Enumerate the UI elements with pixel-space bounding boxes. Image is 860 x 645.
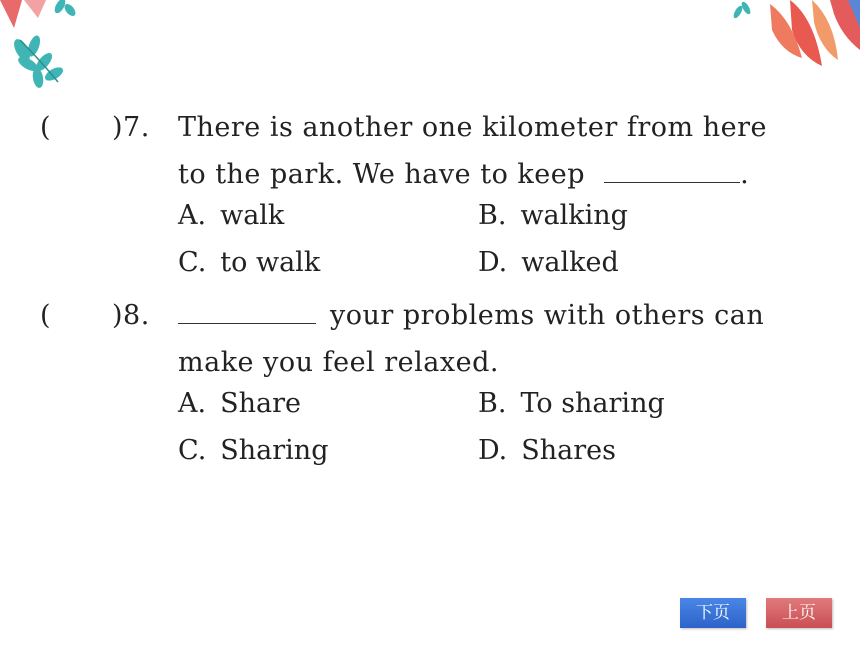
stem-text: to the park. We have to keep: [178, 159, 586, 190]
option-d[interactable]: [478, 247, 619, 278]
question-stem-line-1: There is another one kilometer from here: [178, 112, 767, 143]
option-letter: A.: [178, 200, 207, 231]
answer-paren-close: ): [112, 300, 124, 331]
answer-blank: [604, 160, 740, 183]
option-b[interactable]: [478, 200, 628, 231]
option-text: To sharing: [520, 388, 665, 419]
stem-text: your problems with others can: [330, 300, 765, 331]
option-text: to walk: [220, 247, 321, 278]
answer-blank: [178, 301, 316, 324]
answer-paren-close-and-number: [112, 104, 150, 151]
option-b[interactable]: [478, 388, 665, 419]
option-text: walked: [521, 247, 619, 278]
option-text: walking: [520, 200, 628, 231]
option-letter: B.: [478, 200, 507, 231]
option-letter: B.: [478, 388, 507, 419]
question-number: 8.: [123, 300, 150, 331]
option-letter: C.: [178, 435, 207, 466]
option-text: Sharing: [220, 435, 329, 466]
answer-paren-close: ): [112, 112, 124, 143]
option-letter: C.: [178, 247, 207, 278]
answer-paren-close-and-number: [112, 292, 150, 339]
option-text: walk: [220, 200, 285, 231]
option-a[interactable]: [178, 388, 301, 419]
option-c[interactable]: [178, 435, 328, 466]
option-letter: D.: [478, 247, 508, 278]
answer-paren-open: (: [40, 112, 52, 143]
previous-page-button[interactable]: 上页: [766, 598, 832, 628]
option-letter: D.: [478, 435, 508, 466]
stem-period: .: [740, 159, 750, 190]
option-c[interactable]: [178, 247, 320, 278]
question-stem-line-1: [178, 292, 764, 339]
answer-paren-open: (: [40, 300, 52, 331]
question-stem-line-2: make you feel relaxed.: [178, 347, 499, 378]
leaf-decoration-left: [0, 0, 90, 95]
option-text: Shares: [521, 435, 617, 466]
question-number: 7.: [123, 112, 150, 143]
next-page-button[interactable]: 下页: [680, 598, 746, 628]
option-text: Share: [220, 388, 301, 419]
option-letter: A.: [178, 388, 207, 419]
option-a[interactable]: [178, 200, 284, 231]
leaf-decoration-right: [730, 0, 860, 75]
question-stem-line-2: [178, 151, 749, 198]
option-d[interactable]: [478, 435, 616, 466]
